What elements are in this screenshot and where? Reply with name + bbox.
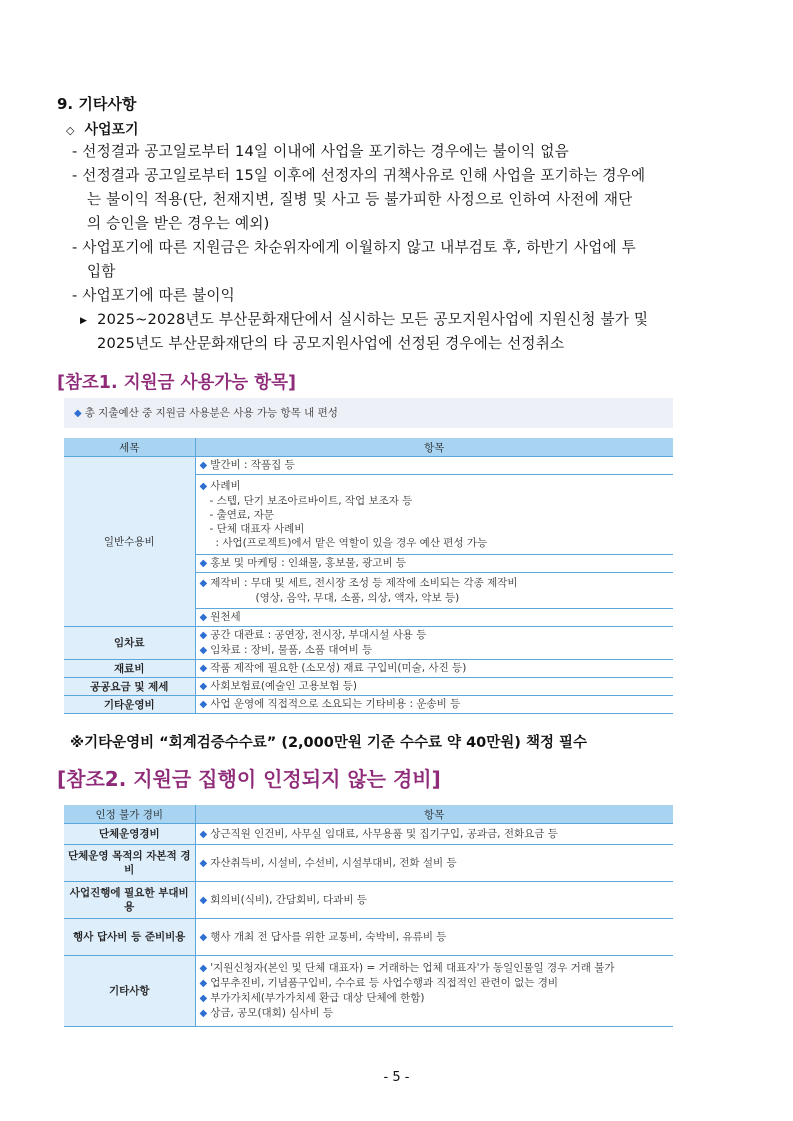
item-cell: ◆ 사례비 - 스텝, 단기 보조아르바이트, 작업 보조자 등 - 출연료, 자문 - 단체 대표자 사례비 : 사업(프로젝트)에서 맡은 역할이 있을 경우 예산 편성 가능	[195, 475, 673, 555]
budget-note: ◆ 총 지출예산 중 지원금 사용분은 사용 가능 항목 내 편성	[64, 398, 673, 428]
page-number: - 5 -	[383, 1070, 410, 1085]
diamond-bullet-icon: ◆	[199, 857, 208, 869]
diamond-bullet-icon: ◆	[74, 408, 82, 419]
table-row	[64, 824, 673, 845]
table-row	[64, 882, 673, 919]
category-cell: 기타사항	[64, 956, 195, 1027]
item-cell: ◆ 회의비(식비), 간담회비, 다과비 등	[195, 882, 673, 919]
diamond-bullet-icon: ◆	[199, 1008, 208, 1019]
disallowed-expenses-table	[64, 805, 673, 1027]
column-header: 인정 불가 경비	[64, 805, 195, 824]
diamond-bullet-icon: ◆	[199, 558, 208, 569]
table-row	[64, 919, 673, 956]
item-cell: ◆ 행사 개최 전 답사를 위한 교통비, 숙박비, 유류비 등	[195, 919, 673, 956]
item-cell: ◆ 원천세	[195, 609, 673, 627]
diamond-icon: ◇	[66, 124, 75, 137]
item-cell: ◆ 발간비 : 작품집 등	[195, 457, 673, 475]
table-row	[64, 845, 673, 882]
column-header: 세목	[64, 438, 195, 457]
category-cell: 기타운영비	[64, 696, 195, 714]
item-cell: ◆ 상근직원 인건비, 사무실 임대료, 사무용품 및 집기구입, 공과금, 전화요금 등	[195, 824, 673, 845]
diamond-bullet-icon: ◆	[199, 978, 208, 989]
category-cell: 단체운영 목적의 자본적 경비	[64, 845, 195, 882]
table-header-row	[64, 805, 673, 824]
table-row	[64, 627, 673, 660]
diamond-bullet-icon: ◆	[199, 931, 208, 943]
item-cell: ◆ '지원신청자(본인 및 단체 대표자) = 거래하는 업체 대표자'가 동일인물일 경우 거래 불가 ◆ 업무추진비, 기념품구입비, 수수료 등 사업수행과 직접적인 관련이 없는 경비 ◆ 부가가치세(부가가치세 환급 대상 단체에 한함) ◆ 상금, 공모(대회) 심사비 등	[195, 956, 673, 1027]
item-cell: ◆ 사업 운영에 직접적으로 소요되는 기타비용 : 운송비 등	[195, 696, 673, 714]
diamond-bullet-icon: ◆	[199, 481, 208, 492]
item-cell: ◆ 사회보험료(예술인 고용보험 등)	[195, 678, 673, 696]
reference1-title: [참조1. 지원금 사용가능 항목]	[57, 373, 297, 393]
body-line: - 선정결과 공고일로부터 14일 이내에 사업을 포기하는 경우에는 불이익 없음	[72, 143, 569, 160]
item-cell: ◆ 제작비 : 무대 및 세트, 전시장 조성 등 제작에 소비되는 각종 제작비 (영상, 음악, 무대, 소품, 의상, 액자, 악보 등)	[195, 573, 673, 609]
diamond-bullet-icon: ◆	[199, 681, 208, 692]
category-cell: 재료비	[64, 660, 195, 678]
body-line: - 선정결과 공고일로부터 15일 이후에 선정자의 귀책사유로 인해 사업을 포기하는 경우에	[72, 167, 646, 184]
triangle-bullet-icon: ▶	[80, 316, 88, 326]
allowed-items-table	[64, 438, 673, 714]
diamond-bullet-icon: ◆	[199, 993, 208, 1004]
body-line: 2025년도 부산문화재단의 타 공모지원사업에 선정된 경우에는 선정취소	[97, 335, 565, 352]
category-cell: 사업진행에 필요한 부대비용	[64, 882, 195, 919]
item-cell: ◆ 공간 대관료 : 공연장, 전시장, 부대시설 사용 등 ◆ 임차료 : 장비, 물품, 소품 대여비 등	[195, 627, 673, 660]
category-cell: 일반수용비	[64, 457, 195, 627]
category-cell: 단체운영경비	[64, 824, 195, 845]
diamond-bullet-icon: ◆	[199, 460, 208, 471]
table-row	[64, 956, 673, 1027]
body-line: - 사업포기에 따른 불이익	[72, 287, 235, 304]
body-line: - 사업포기에 따른 지원금은 차순위자에게 이월하지 않고 내부검토 후, 하반기 사업에 투	[72, 239, 636, 256]
table-row	[64, 696, 673, 714]
column-header: 항목	[195, 805, 673, 824]
reference2-title: [참조2. 지원금 집행이 인정되지 않는 경비]	[57, 767, 441, 791]
item-cell: ◆ 자산취득비, 시설비, 수선비, 시설부대비, 전화 설비 등	[195, 845, 673, 882]
diamond-bullet-icon: ◆	[199, 828, 208, 840]
table-row	[64, 457, 673, 475]
category-cell: 행사 답사비 등 준비비용	[64, 919, 195, 956]
subsection-title: ◇ 사업포기	[66, 122, 139, 138]
body-line: ▶ 2025~2028년도 부산문화재단에서 실시하는 모든 공모지원사업에 지원신청 불가 및	[80, 311, 649, 328]
diamond-bullet-icon: ◆	[199, 894, 208, 906]
category-cell: 공공요금 및 제세	[64, 678, 195, 696]
item-cell: ◆ 홍보 및 마케팅 : 인쇄물, 홍보물, 광고비 등	[195, 555, 673, 573]
diamond-bullet-icon: ◆	[199, 630, 208, 641]
body-line: 의 승인을 받은 경우는 예외)	[87, 215, 270, 232]
table-header-row	[64, 438, 673, 457]
table-row	[64, 678, 673, 696]
body-line: 입함	[87, 263, 116, 280]
diamond-bullet-icon: ◆	[199, 963, 208, 974]
table-row	[64, 660, 673, 678]
diamond-bullet-icon: ◆	[199, 663, 208, 674]
column-header: 항목	[195, 438, 673, 457]
accounting-fee-memo: ※기타운영비 “회계검증수수료” (2,000만원 기준 수수료 약 40만원) 책정 필수	[70, 735, 588, 751]
section-title: 9. 기타사항	[57, 95, 137, 113]
diamond-bullet-icon: ◆	[199, 612, 208, 623]
diamond-bullet-icon: ◆	[199, 578, 208, 589]
item-cell: ◆ 작품 제작에 필요한 (소모성) 재료 구입비(미술, 사진 등)	[195, 660, 673, 678]
body-line: 는 불이익 적용(단, 천재지변, 질병 및 사고 등 불가피한 사정으로 인하여 사전에 재단	[87, 191, 633, 208]
diamond-bullet-icon: ◆	[199, 699, 208, 710]
diamond-bullet-icon: ◆	[199, 645, 208, 656]
category-cell: 임차료	[64, 627, 195, 660]
